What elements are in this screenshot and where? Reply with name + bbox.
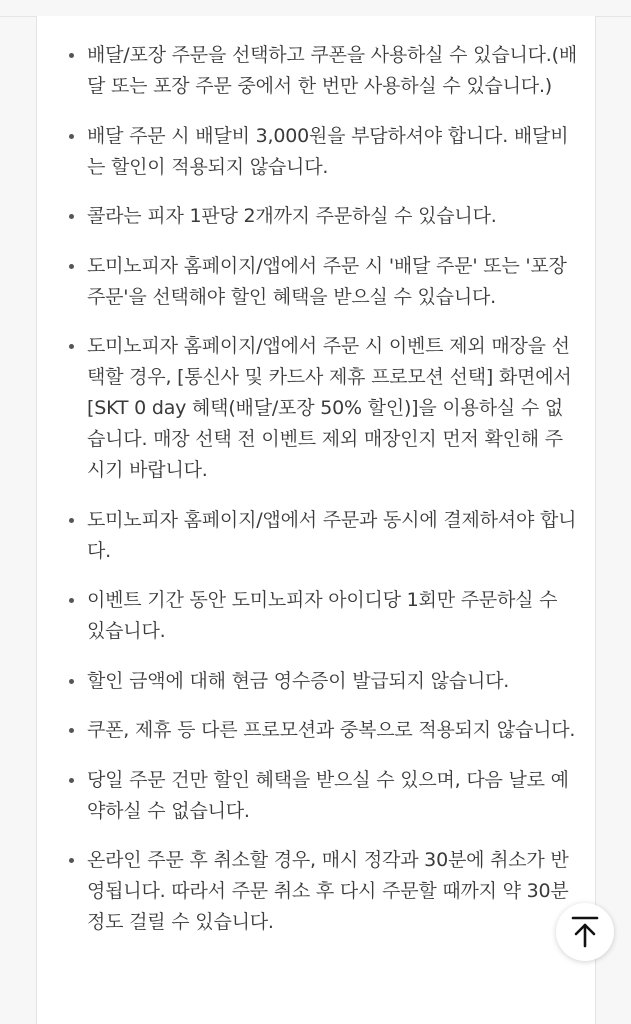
notice-item xyxy=(37,251,595,313)
notice-item xyxy=(37,331,595,486)
notice-text: 도미노피자 홈페이지/앱에서 주문 시 '배달 주문' 또는 '포장 주문'을 선택해야 할인 혜택을 받으실 수 있습니다. xyxy=(87,254,567,308)
bullet-icon xyxy=(69,344,74,349)
arrow-up-to-top-icon xyxy=(571,916,599,948)
notice-text: 쿠폰, 제휴 등 다른 프로모션과 중복으로 적용되지 않습니다. xyxy=(87,719,576,741)
notice-item xyxy=(37,715,595,746)
bullet-icon xyxy=(69,53,74,58)
notice-item xyxy=(37,666,595,697)
notice-card xyxy=(36,16,596,1024)
bullet-icon xyxy=(69,214,74,219)
notice-text: 도미노피자 홈페이지/앱에서 주문과 동시에 결제하셔야 합니다. xyxy=(87,508,577,562)
bullet-icon xyxy=(69,598,74,603)
bullet-icon xyxy=(69,728,74,733)
notice-text: 이벤트 기간 동안 도미노피자 아이디당 1회만 주문하실 수 있습니다. xyxy=(87,589,558,642)
bullet-icon xyxy=(69,679,74,684)
notice-list xyxy=(37,16,595,938)
notice-item xyxy=(37,585,595,647)
bullet-icon xyxy=(69,778,74,783)
notice-text: 당일 주문 건만 할인 혜택을 받으실 수 있으며, 다음 날로 예약하실 수 없습니다. xyxy=(87,768,569,822)
bullet-icon xyxy=(69,518,74,523)
scroll-to-top-button[interactable] xyxy=(556,903,614,961)
notice-text: 도미노피자 홈페이지/앱에서 주문 시 이벤트 제외 매장을 선택할 경우, [통신사 및 카드사 제휴 프로모션 선택] 화면에서 [SKT 0 day 혜택(배달/포장 50% 할인)]을 이용하실 수 없습니다. 매장 선택 전 이벤트 제외 매장인지 먼저 확인해 주시기 바랍니다. xyxy=(87,335,572,481)
notice-text: 할인 금액에 대해 현금 영수증이 발급되지 않습니다. xyxy=(87,669,510,692)
notice-text: 배달 주문 시 배달비 3,000원을 부담하셔야 합니다. 배달비는 할인이 적용되지 않습니다. xyxy=(87,124,569,178)
notice-item xyxy=(37,845,595,938)
bullet-icon xyxy=(69,264,74,269)
notice-item xyxy=(37,40,595,102)
bullet-icon xyxy=(69,858,74,863)
notice-item xyxy=(37,121,595,183)
bullet-icon xyxy=(69,134,74,139)
notice-item xyxy=(37,201,595,232)
notice-text: 콜라는 피자 1판당 2개까지 주문하실 수 있습니다. xyxy=(87,205,497,227)
notice-text: 배달/포장 주문을 선택하고 쿠폰을 사용하실 수 있습니다.(배달 또는 포장 주문 중에서 한 번만 사용하실 수 있습니다.) xyxy=(87,44,577,97)
notice-item xyxy=(37,505,595,567)
notice-item xyxy=(37,765,595,827)
notice-text: 온라인 주문 후 취소할 경우, 매시 정각과 30분에 취소가 반영됩니다. 따라서 주문 취소 후 다시 주문할 때까지 약 30분 정도 걸릴 수 있습니다. xyxy=(87,849,569,933)
